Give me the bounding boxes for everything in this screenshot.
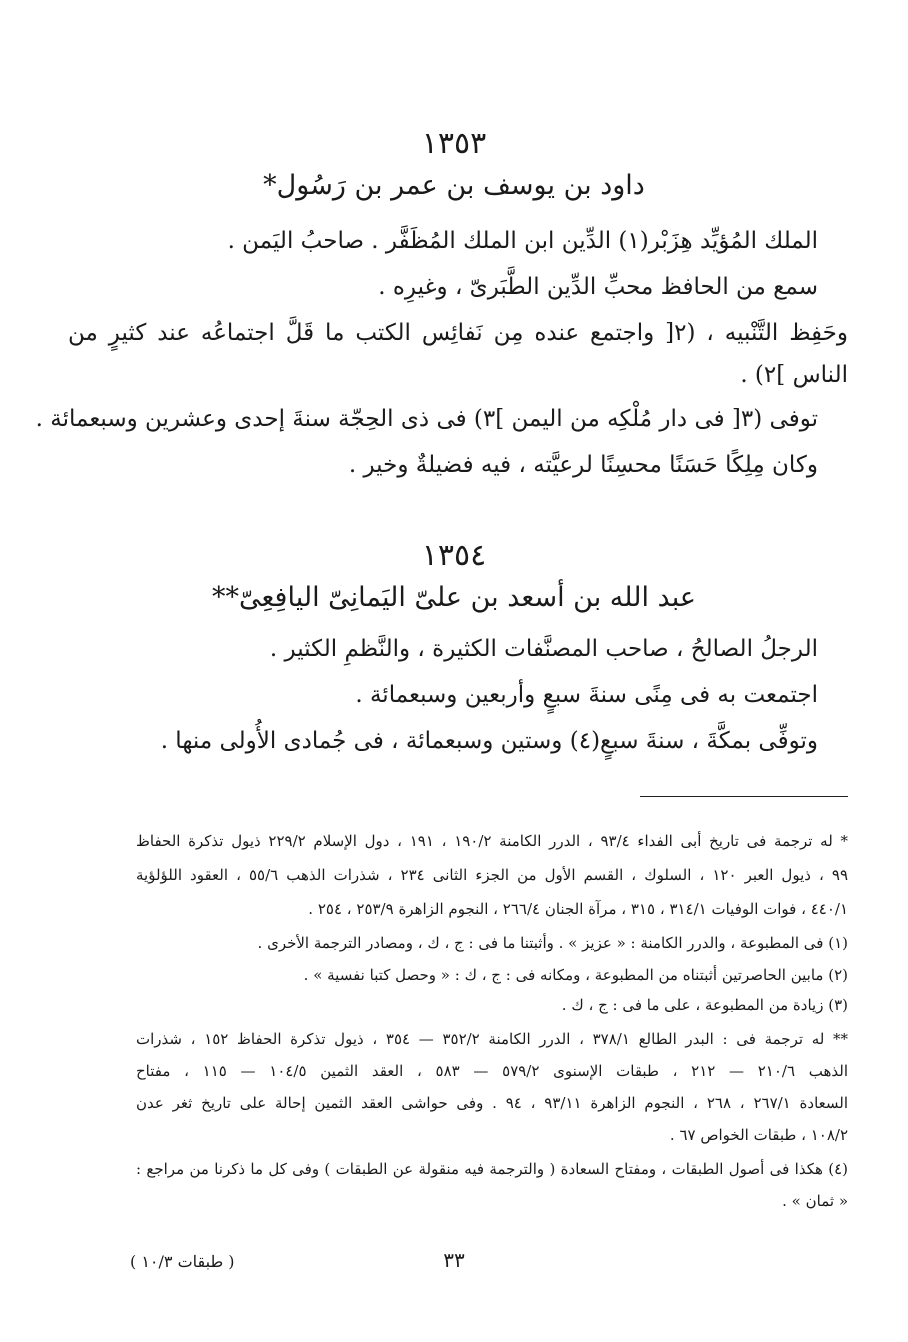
body-line: الرجلُ الصالحُ ، صاحب المصنَّفات الكثيرة ، والنَّظمِ الكثير .: [269, 636, 818, 662]
footnote-line: ٤٤٠/١ ، فوات الوفيات ٣١٤/١ ، ٣١٥ ، مرآة الجنان ٢٦٦/٤ ، النجوم الزاهرة ٢٥٣/٩ ، ٢٥٤ .: [308, 900, 848, 918]
body-line: وكان مِلِكًا حَسَنًا محسِنًا لرعيَّته ، فيه فضيلةٌ وخير .: [348, 452, 818, 478]
footnote-line: * له ترجمة فى تاريخ أبى الفداء ٩٣/٤ ، الدرر الكامنة ١٩٠/٢ ، ١٩١ ، دول الإسلام ٢٢٩/٢ ذيول تذكرة الحفاظ: [136, 832, 848, 850]
entry-number: ١٣٥٤: [421, 538, 487, 573]
body-line: سمع من الحافظ محبِّ الدِّين الطَّبَرىّ ، وغيرِه .: [378, 274, 818, 300]
footnote-separator: [640, 796, 848, 797]
footnote-line: (١) فى المطبوعة ، والدرر الكامنة : « عزيز » . وأثبتنا ما فى : ج ، ك ، ومصادر الترجمة الأخرى .: [257, 934, 848, 952]
body-line: الناس ]٢) .: [740, 362, 848, 388]
footnote-line: (٣) زيادة من المطبوعة ، على ما فى : ج ، ك .: [561, 996, 848, 1014]
page-number: ٣٣: [443, 1248, 465, 1272]
body-line: اجتمعت به فى مِنًى سنةَ سبعٍ وأربعين وسبعمائة .: [355, 682, 818, 708]
footnote-line: ١٠٨/٢ ، طبقات الخواص ٦٧ .: [669, 1126, 848, 1144]
footnote-line: (٢) مابين الحاصرتين أثبتناه من المطبوعة ، ومكانه فى : ج ، ك : « وحصل كتبا نفسية » .: [303, 966, 848, 984]
entry-heading: داود بن يوسف بن عمر بن رَسُول*: [263, 170, 645, 201]
entry-number: ١٣٥٣: [421, 126, 487, 161]
footnote-line: « ثمان » .: [782, 1192, 848, 1210]
entry-heading: عبد الله بن أسعد بن علىّ اليَمانِىّ اليافِعِىّ**: [212, 582, 696, 613]
body-line: وتوفِّى بمكَّةَ ، سنةَ سبعٍ(٤) وستين وسبعمائة ، فى جُمادى الأُولى منها .: [160, 728, 818, 754]
footnote-line: ٩٩ ، ذيول العبر ١٢٠ ، السلوك ، القسم الأول من الجزء الثانى ٢٣٤ ، شذرات الذهب ٥٥/٦ ، العقود اللؤلؤية: [136, 866, 849, 884]
running-title: ( طبقات ١٠/٣ ): [130, 1252, 235, 1271]
footnote-line: (٤) هكذا فى أصول الطبقات ، ومفتاح السعادة ( والترجمة فيه منقولة عن الطبقات ) وفى كل ما ذكرنا من مراجع :: [136, 1160, 848, 1178]
footnote-line: السعادة ٢٦٧/١ ، ٢٦٨ ، النجوم الزاهرة ٩٣/١١ ، ٩٤ . وفى حواشى العقد الثمين إحالة على تاريخ ثغر عدن: [136, 1094, 849, 1112]
footnote-line: ** له ترجمة فى : البدر الطالع ٣٧٨/١ ، الدرر الكامنة ٣٥٢/٢ — ٣٥٤ ، ذيول تذكرة الحفاظ ١٥٢ ، شذرات: [136, 1030, 848, 1048]
body-line: توفى (٣[ فى دار مُلْكِه من اليمن ]٣) فى ذى الحِجّة سنةَ إحدى وعشرين وسبعمائة .: [35, 406, 818, 432]
footnote-line: الذهب ٢١٠/٦ — ٢١٢ ، طبقات الإسنوى ٥٧٩/٢ — ٥٨٣ ، العقد الثمين ١٠٤/٥ — ١١٥ ، مفتاح: [136, 1062, 848, 1080]
body-line: وحَفِظ التَّنْبيه ، (٢[ واجتمع عنده مِن نَفائِس الكتب ما قَلَّ اجتماعُه عند كثيرٍ من: [68, 320, 848, 346]
body-line: الملك المُؤيِّد هِزَبْر(١) الدِّين ابن الملك المُظَفَّر . صاحبُ اليَمن .: [227, 228, 818, 254]
